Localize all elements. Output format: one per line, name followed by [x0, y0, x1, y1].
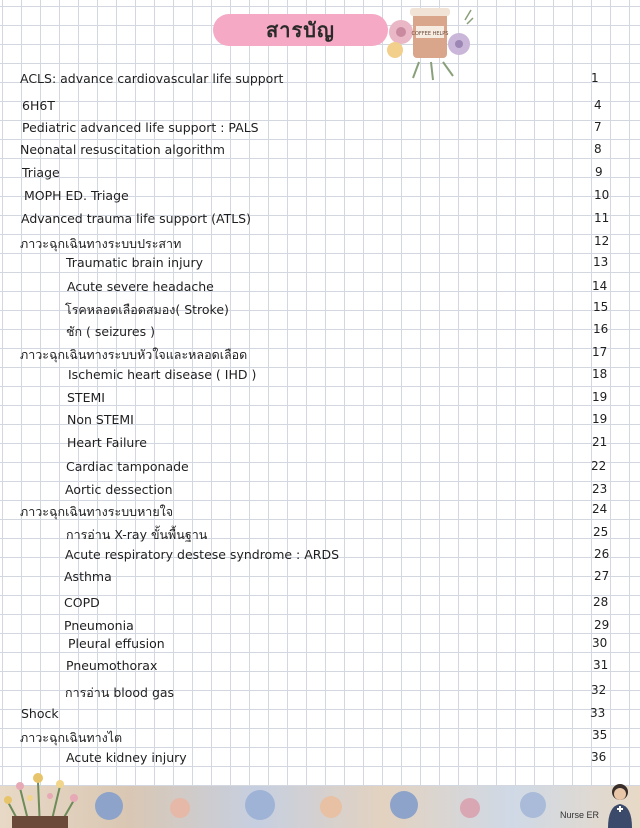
toc-entry: [0, 435, 640, 455]
toc-entry-title: ACLS: advance cardiovascular life support: [20, 71, 284, 86]
toc-entry-title: การอ่าน X-ray ขั้นพื้นฐาน: [66, 527, 208, 542]
nurse-icon: [602, 780, 638, 828]
toc-entry-title: ภาวะฉุกเฉินทางระบบหัวใจและหลอดเลือด: [20, 347, 248, 362]
toc-entry-page: 21: [592, 435, 608, 449]
toc-entry-title: Pneumonia: [64, 618, 134, 633]
toc-entry: [0, 706, 640, 726]
decorative-floral-band: [0, 786, 640, 828]
toc-entry-page: 4: [594, 98, 602, 112]
toc-entry-title: Ischemic heart disease ( IHD ): [68, 367, 257, 382]
toc-entry-title: การอ่าน blood gas: [65, 685, 175, 700]
toc-entry-page: 32: [591, 683, 607, 697]
toc-entry-title: MOPH ED. Triage: [24, 188, 129, 203]
cup-label: COFFEE HELPS: [411, 31, 449, 37]
toc-entry-page: 14: [592, 279, 608, 293]
toc-entry: [0, 728, 640, 748]
flower-icon: [320, 796, 342, 818]
toc-entry-title: Pleural effusion: [68, 636, 165, 651]
toc-entry-page: 27: [594, 569, 610, 583]
toc-entry-title: ภาวะฉุกเฉินทางไต: [20, 730, 123, 745]
toc-entry-title: ชัก ( seizures ): [66, 324, 155, 339]
flower-icon: [520, 792, 546, 818]
toc-entry: [0, 165, 640, 185]
toc-entry-title: Traumatic brain injury: [66, 255, 204, 270]
toc-entry-title: Pediatric advanced life support : PALS: [22, 120, 259, 135]
toc-entry-page: 13: [593, 255, 609, 269]
toc-entry-page: 35: [592, 728, 608, 742]
toc-entry-page: 33: [590, 706, 606, 720]
toc-entry: [0, 211, 640, 231]
toc-entry-page: 24: [592, 502, 608, 516]
toc-entry-page: 28: [593, 595, 609, 609]
flower-icon: [245, 790, 275, 820]
toc-entry: [0, 683, 640, 703]
toc-entry-page: 1: [591, 71, 599, 85]
coffee-cup-flowers-icon: [383, 2, 475, 82]
toc-entry: [0, 390, 640, 410]
toc-entry: [0, 547, 640, 567]
toc-entry-title: Triage: [22, 165, 60, 180]
toc-entry: [0, 234, 640, 254]
toc-entry-page: 31: [593, 658, 609, 672]
toc-entry-title: Pneumothorax: [66, 658, 158, 673]
toc-entry: [0, 618, 640, 638]
toc-entry-title: 6H6T: [22, 98, 55, 113]
toc-entry-page: 15: [593, 300, 609, 314]
toc-entry-page: 19: [592, 412, 608, 426]
toc-entry: [0, 279, 640, 299]
toc-entry: [0, 636, 640, 656]
toc-entry-page: 10: [594, 188, 610, 202]
toc-entry-title: STEMI: [67, 390, 105, 405]
toc-entry-page: 29: [594, 618, 610, 632]
flower-icon: [95, 792, 123, 820]
toc-entry: [0, 658, 640, 678]
toc-entry-title: Aortic dessection: [65, 482, 173, 497]
toc-entry: [0, 595, 640, 615]
toc-entry-title: ภาวะฉุกเฉินทางระบบหายใจ: [20, 504, 174, 519]
toc-entry-page: 9: [595, 165, 603, 179]
toc-entry-title: Non STEMI: [67, 412, 134, 427]
toc-entry: [0, 525, 640, 545]
toc-entry-page: 12: [594, 234, 610, 248]
toc-entry-page: 16: [593, 322, 609, 336]
toc-entry-page: 25: [593, 525, 609, 539]
toc-entry-title: Acute respiratory destese syndrome : ARDS: [65, 547, 340, 562]
flower-icon: [170, 798, 190, 818]
toc-entry: [0, 750, 640, 770]
toc-entry: [0, 502, 640, 522]
toc-entry-page: 7: [594, 120, 602, 134]
toc-entry-title: Neonatal resuscitation algorithm: [20, 142, 225, 157]
toc-entry: [0, 322, 640, 342]
toc-entry-page: 36: [591, 750, 607, 764]
toc-entry-page: 18: [592, 367, 608, 381]
toc-entry: [0, 300, 640, 320]
toc-entry-page: 22: [591, 459, 607, 473]
brand-label: Nurse ER: [560, 810, 600, 820]
page-title: สารบัญ: [266, 18, 335, 42]
toc-entry-page: 19: [592, 390, 608, 404]
toc-entry-title: Cardiac tamponade: [66, 459, 189, 474]
toc-entry: [0, 482, 640, 502]
toc-entry: [0, 412, 640, 432]
toc-entry-page: 30: [592, 636, 608, 650]
toc-entry-title: Acute kidney injury: [66, 750, 187, 765]
toc-entry: [0, 569, 640, 589]
toc-entry-title: Asthma: [64, 569, 112, 584]
toc-entry: [0, 142, 640, 162]
toc-entry-page: 11: [594, 211, 610, 225]
toc-entry: [0, 120, 640, 140]
toc-entry: [0, 367, 640, 387]
toc-entry: [0, 345, 640, 365]
flower-icon: [460, 798, 480, 818]
toc-entry-title: Heart Failure: [67, 435, 147, 450]
toc-entry-title: ภาวะฉุกเฉินทางระบบประสาท: [20, 236, 182, 251]
title-banner: [213, 14, 388, 46]
toc-entry: [0, 71, 640, 91]
toc-entry-page: 17: [592, 345, 608, 359]
toc-entry-page: 26: [594, 547, 610, 561]
toc-entry-title: Shock: [21, 706, 59, 721]
toc-entry: [0, 188, 640, 208]
toc-entry-page: 8: [594, 142, 602, 156]
toc-entry-title: Acute severe headache: [67, 279, 214, 294]
toc-entry-title: โรคหลอดเลือดสมอง( Stroke): [65, 302, 229, 317]
potted-plant-icon: [0, 742, 80, 828]
toc-entry-title: Advanced trauma life support (ATLS): [21, 211, 251, 226]
toc-entry-page: 23: [592, 482, 608, 496]
toc-entry: [0, 255, 640, 275]
toc-entry-title: COPD: [64, 595, 100, 610]
flower-icon: [390, 791, 418, 819]
toc-entry: [0, 459, 640, 479]
toc-entry: [0, 98, 640, 118]
